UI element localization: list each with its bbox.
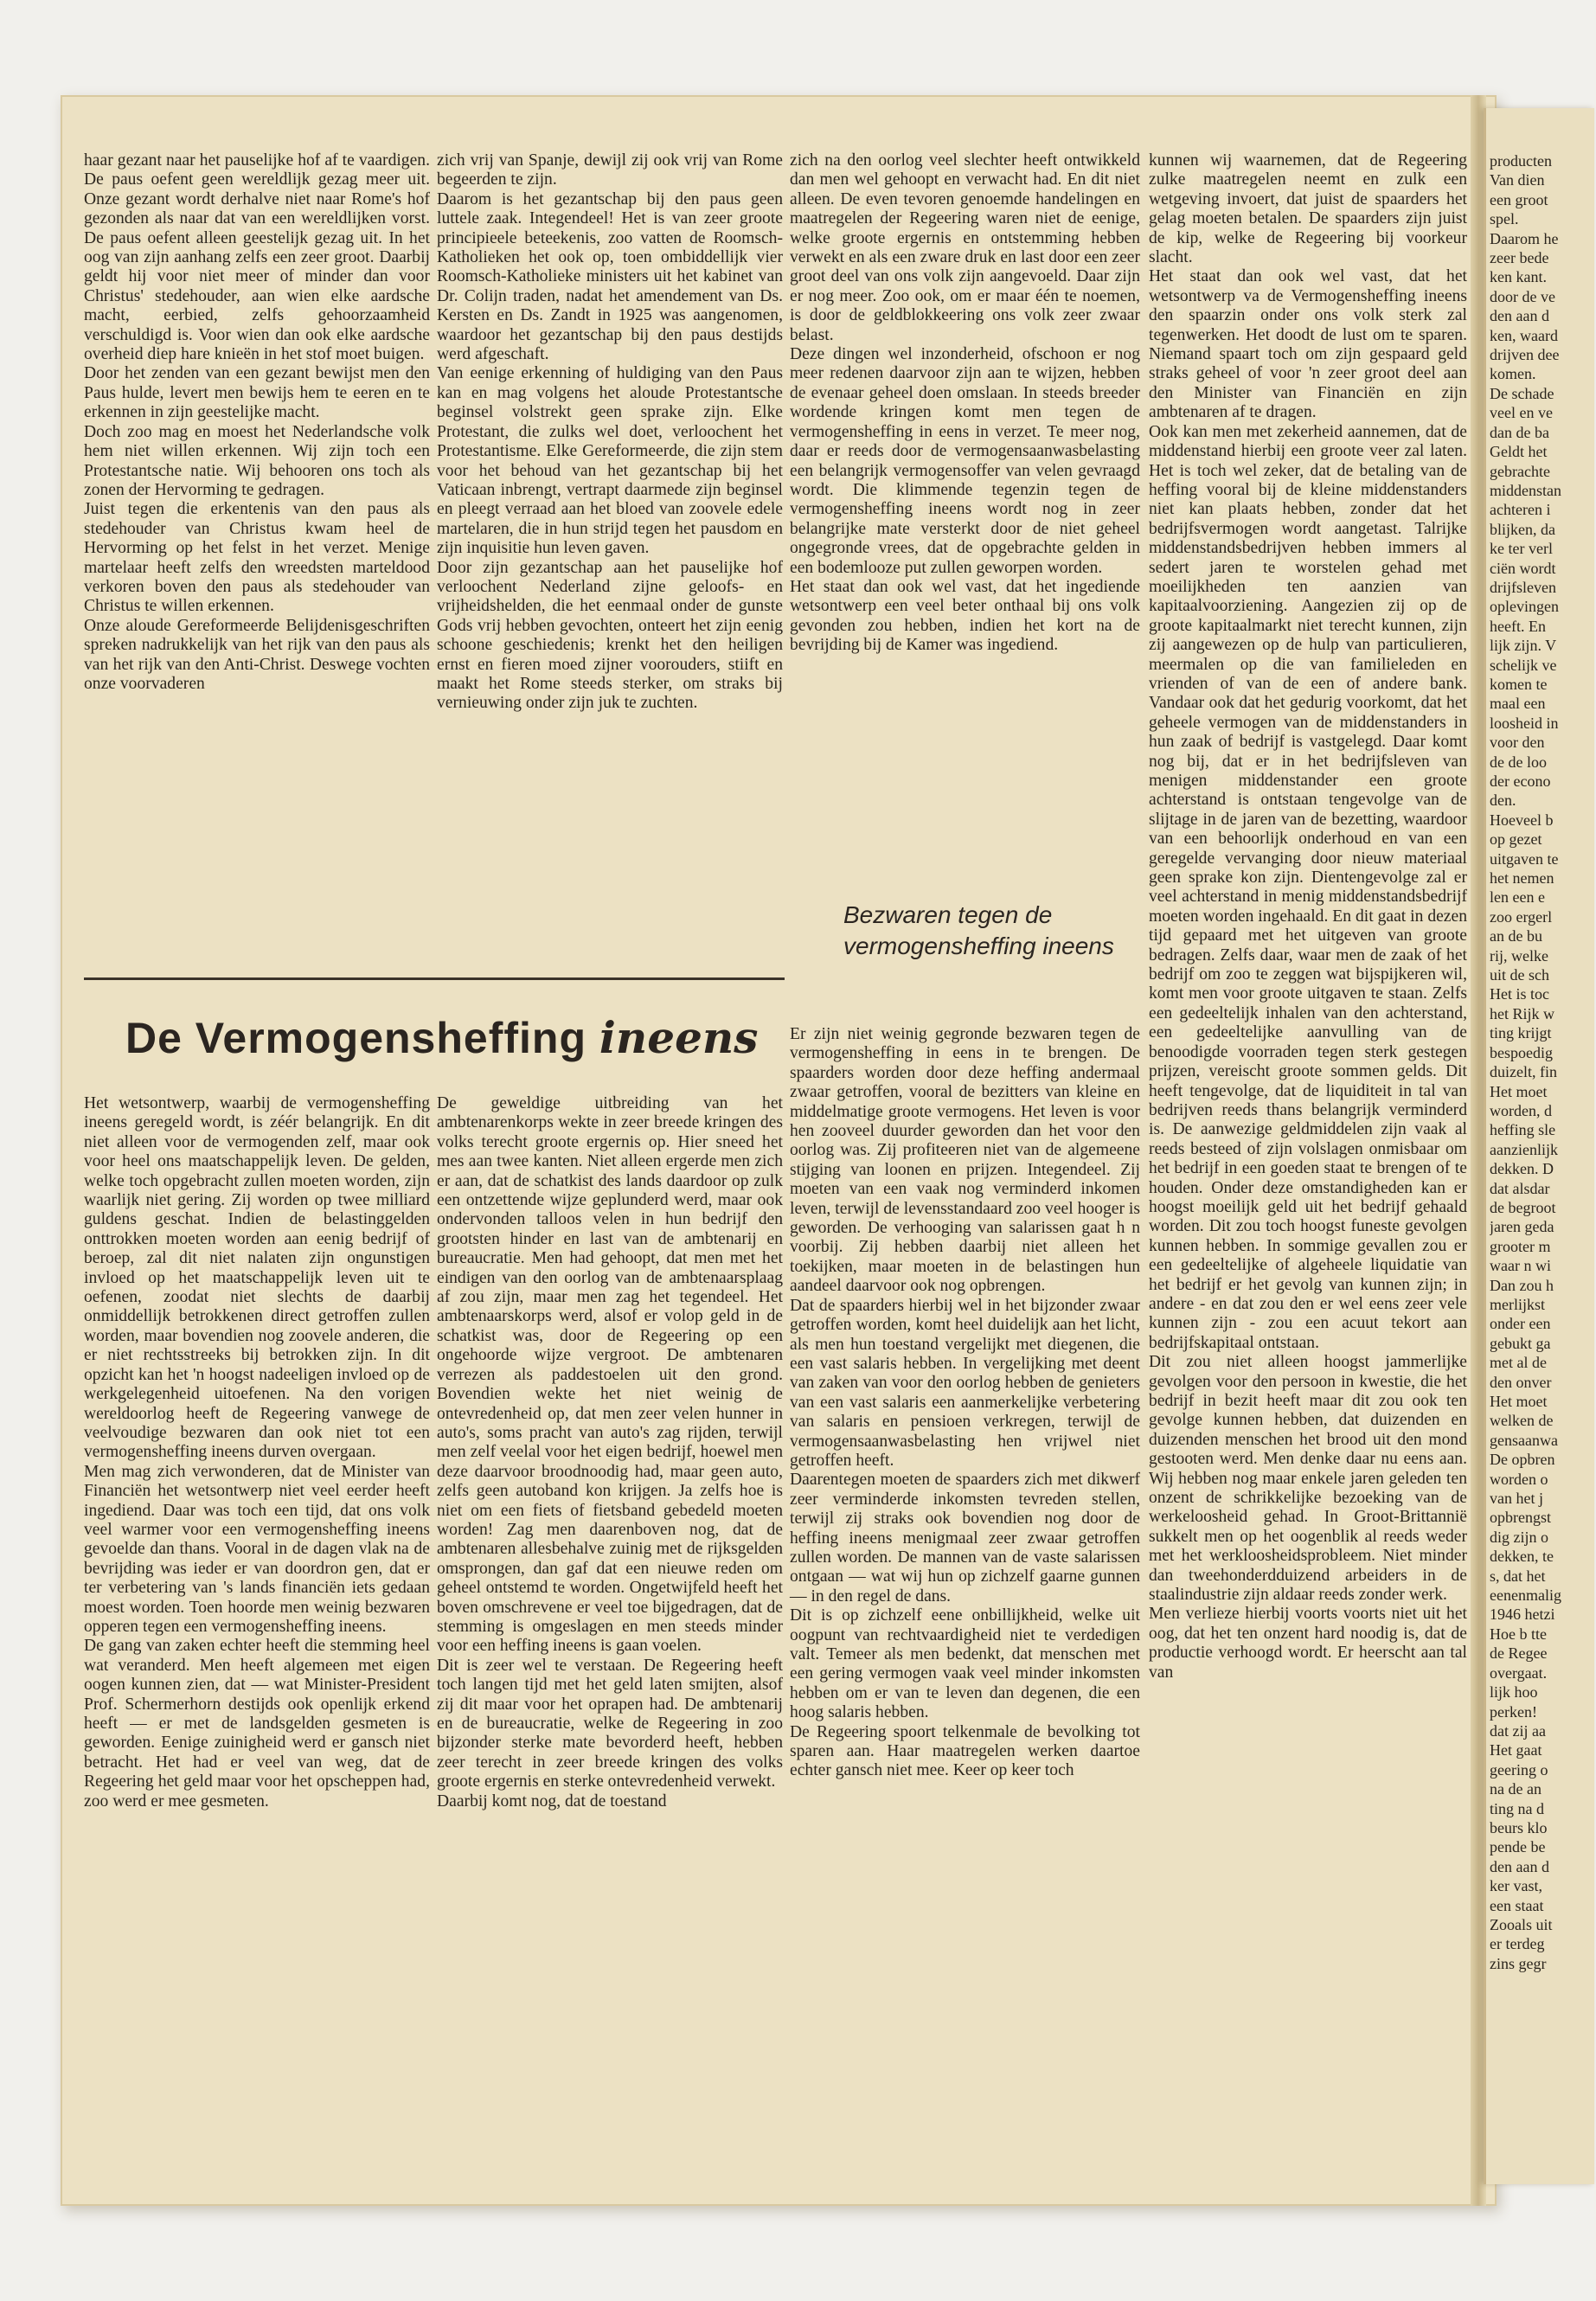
clipped-line: beurs klo — [1490, 1818, 1548, 1836]
clipped-line: ting krijgt — [1490, 1024, 1552, 1042]
clipped-line: ke ter verl — [1490, 540, 1553, 558]
clipped-line: worden o — [1490, 1470, 1548, 1488]
clipped-line: gebrachte — [1490, 462, 1550, 480]
clipped-line: De schade — [1490, 384, 1554, 402]
clipped-line: heffing sle — [1490, 1121, 1556, 1139]
clipped-line: spel. — [1490, 210, 1519, 228]
clipped-line: gensaanwa — [1490, 1431, 1558, 1449]
paragraph: Men mag zich verwonderen, dat de Minister van Financiën het wetsontwerp niet veel eerder heeft ingediend. Daar was toch een tijd, dat ons volk veel warmer voor een vermogensheffing ineens gevoelde dan thans. Vooral in de dagen vlak na de bevrijding was ieder er van doordron gen, dat er ter verbetering van 's lands financiën iets gedaan moest worden. Toen hoorde men weinig bezwaren opperen tegen een vermogensheffing ineens. — [84, 1462, 430, 1636]
clipped-line: De opbren — [1490, 1451, 1555, 1469]
clipped-line: Het is toc — [1490, 985, 1549, 1003]
clipped-line: drijfsleven — [1490, 578, 1556, 596]
clipped-line: dig zijn o — [1490, 1528, 1548, 1546]
clipped-line: aanzienlijk — [1490, 1140, 1558, 1158]
clipped-line: er terdeg — [1490, 1935, 1545, 1953]
clipped-line: grooter m — [1490, 1237, 1551, 1255]
column-3-bottom — [790, 1025, 1140, 1781]
paragraph: Het wetsontwerp, waarbij de vermogensheffing ineens geregeld wordt, is zéér belangrijk. En dit niet alleen voor de vermogenden zelf, maar ook voor heel ons maatschappelijk leven. De gelden, welke toch opgebracht zullen moeten worden, zijn waarlijk niet gering. Zij worden op twee milliard guldens geschat. Indien de belastinggelden onttrokken moeten worden aan eenig bedrijf of beroep, zal dit niet nalaten zijn ongunstigen invloed op het maatschappelijk leven uit te oefenen, zoodat niet slechts de daarbij onmiddellijk betrokkenen direct getroffen zullen worden, maar bovendien nog zoovele anderen, die er niet rechtsstreeks bij betrokken zijn. In dit opzicht kan het 'n hoogst nadeeligen invloed op de werkgelegenheid uitoefenen. Na den vorigen wereldoorlog heeft de Regeering vanwege de veelvoudige bezwaren dan ook niet tot een vermogensheffing ineens durven overgaan. — [84, 1094, 430, 1462]
clipped-line: Zooals uit — [1490, 1915, 1553, 1933]
clipped-line: onder een — [1490, 1315, 1551, 1333]
clipped-line: Het gaat — [1490, 1741, 1542, 1759]
clipped-line: Dan zou h — [1490, 1276, 1554, 1294]
headline-script: ineens — [599, 1012, 759, 1063]
clipped-line: komen te — [1490, 675, 1548, 693]
column-5-clipped — [1490, 151, 1589, 1973]
clipped-line: den. — [1490, 792, 1516, 810]
paragraph: zich na den oorlog veel slechter heeft ontwikkeld dan men wel gehoopt en verwacht had. En dit niet alleen. De even tevoren genoemde handelingen en maatregelen der Regeering waren niet de eenige, welke groote ergernis en ontstemming hebben verwekt en als een zware druk en last door een zeer groot deel van ons volk zijn aangevoeld. Daar zijn er nog meer. Zoo ook, om er maar één te noemen, is door de geldblokkeering ons volk zeer zwaar belast. — [790, 151, 1140, 344]
paragraph: haar gezant naar het pauselijke hof af te vaardigen. De paus oefent geen wereldlijk gezag meer uit. Onze gezant wordt derhalve niet naar Rome's hof gezonden als naar dat van een wereldlijken vorst. De paus oefent alleen geestelijk gezag uit. In het oog van zijn aanhang zelfs een zeer groot. Daarbij geldt hij voor niet meer of minder dan voor Christus' stedehouder, aan wien elke aardsche macht, eerbied, zelfs gehoorzaamheid verschuldigd is. Voor wien dan ook elke aardsche overheid diep hare knieën in het stof moet buigen. — [84, 151, 430, 364]
clipped-line: van het j — [1490, 1490, 1543, 1508]
clipped-line: ker vast, — [1490, 1877, 1542, 1895]
clipped-line: door de ve — [1490, 287, 1555, 305]
clipped-line: ting na d — [1490, 1799, 1544, 1817]
clipped-line: s, dat het — [1490, 1567, 1546, 1585]
paragraph: Dit zou niet alleen hoogst jammerlijke gevolgen voor den persoon in kwestie, die het bedrijf in bezit heeft maar dit zou ook ten gevolge kunnen hebben, dat duizenden en duizenden menschen het brood uit den mond gestooten werd. Men denke daar nu eens aan. Wij hebben nog maar enkele jaren geleden ten onzent de schrikkelijke bezoeking van de werkeloosheid gehad. In Groot-Brittannië sukkelt men op het oogenblik al reeds weder met het werkloosheidsprobleem. Niet minder dan tweehonderdduizend arbeiders in de staalindustrie zijn aldaar reeds zonder werk. — [1149, 1353, 1467, 1605]
paragraph: kunnen wij waarnemen, dat de Regeering zulke maatregelen neemt en zulk een wetgeving invoert, dat juist de spaarders het gelag moeten betalen. De spaarders zijn juist de kip, welke de Regeering bij voorkeur slacht. — [1149, 151, 1467, 267]
paragraph: Door zijn gezantschap aan het pauselijke hof verloochent Nederland zijne geloofs- en vrijheidshelden, die het eenmaal onder de gunste Gods vrij hebben gevochten, onteert het zijn eenig schoone geschiedenis; krenkt het den heiligen ernst en fieren moed zijner voorouders, stiift en maakt het Rome steeds sterker, om straks bij vernieuwing onder zijn juk te zuchten. — [437, 558, 783, 713]
paragraph: Het staat dan ook wel vast, dat het wetsontwerp va de Vermogensheffing ineens den spaarzin onder ons volk sterk zal tegenwerken. Het doodt de lust om te sparen. Niemand spaart toch om zijn gespaard geld straks geheel of voor 'n zeer groot deel aan den Minister van Financiën en zijn ambtenaren af te dragen. — [1149, 267, 1467, 422]
clipped-line: den aan d — [1490, 1857, 1549, 1875]
clipped-line: voor den — [1490, 734, 1545, 752]
clipped-line: welken de — [1490, 1412, 1554, 1430]
clipped-line: ken, waard — [1490, 326, 1558, 344]
clipped-line: ciën wordt — [1490, 559, 1556, 577]
clipped-line: maal een — [1490, 695, 1546, 713]
clipped-line: loosheid in — [1490, 714, 1559, 732]
paragraph: De Regeering spoort telkenmale de bevolking tot sparen aan. Haar maatregelen werken daartoe echter gansch niet mee. Keer op keer toch — [790, 1722, 1140, 1780]
clipped-line: achteren i — [1490, 501, 1551, 519]
paragraph: Daarom is het gezantschap bij den paus geen luttele zaak. Integendeel! Het is van zeer groote principieele beteekenis, zoo vatten de Roomsch-Katholieken het ook op, toen ombiddellijk vier Roomsch-Katholieke ministers uit het kabinet van Dr. Colijn traden, nadat het amendement van Ds. Kersten en Ds. Zandt in 1925 was aangenomen, waardoor het gezantschap bij den paus destijds werd afgeschaft. — [437, 189, 783, 364]
column-4 — [1149, 151, 1467, 1682]
clipped-line: eenenmalig — [1490, 1586, 1561, 1605]
clipped-line: zoo ergerl — [1490, 907, 1553, 926]
clipped-line: zins gegr — [1490, 1954, 1547, 1972]
clipped-line: der econo — [1490, 772, 1551, 790]
clipped-line: dan de ba — [1490, 423, 1549, 441]
subheading: Bezwaren tegen de vermogensheffing ineens — [843, 901, 1114, 959]
section-divider — [84, 977, 785, 980]
clipped-line: heeft. En — [1490, 617, 1546, 635]
article1-column-2 — [437, 151, 783, 714]
paragraph: Het staat dan ook wel vast, dat het ingediende wetsontwerp een veel beter onthaal bij ons volk gevonden zou hebben, indien het kort na de bevrijding bij de Kamer was ingediend. — [790, 577, 1140, 655]
clipped-line: drijven dee — [1490, 346, 1560, 364]
paragraph: Doch zoo mag en moest het Nederlandsche volk hem niet willen erkennen. Wij zijn toch een Protestantsche natie. Wij behooren ons toch als zonen der Hervorming te gedragen. — [84, 422, 430, 499]
clipped-line: perken! — [1490, 1702, 1537, 1721]
clipped-line: komen. — [1490, 365, 1536, 383]
clipped-line: Het moet — [1490, 1082, 1548, 1100]
clipped-line: Hoe b tte — [1490, 1625, 1547, 1643]
clipped-line: op gezet — [1490, 830, 1542, 849]
paragraph: Er zijn niet weinig gegronde bezwaren tegen de vermogensheffing in eens in te brengen. De spaarders worden door deze heffing andermaal zwaar getroffen, vooral de bezitters van kleine en middelmatige groote vermogens. Het leven is voor hen zooveel duurder geworden dan het voor den oorlog was. Zij profiteeren niet van de algemeene stijging van loonen en prijzen. Integendeel. Zij moeten van een vaak nog verminderd inkomen leven, terwijl de levensstandaard zoo veel hooger is geworden. De verhooging van salarissen gaat h n voorbij. Zij hebben daarbij niet alleen het toekijken, maar moeten in de belastingen hun aandeel daarvoor ook nog opbrengen. — [790, 1025, 1140, 1296]
clipped-line: lijk hoo — [1490, 1683, 1538, 1702]
clipped-line: waar n wi — [1490, 1257, 1551, 1275]
clipped-line: lijk zijn. V — [1490, 637, 1557, 655]
clipped-line: merlijkst — [1490, 1295, 1545, 1313]
paragraph: Ook kan men met zekerheid aannemen, dat de middenstand hierbij een groote veer zal laten. Het is toch wel zeker, dat de betaling van de heffing vooral bij de kleine middenstanders niet kan plaats hebben, zonder dat het bedrijfsvermogen wordt aangetast. Talrijke middenstandsbedrijven hebben immers al sedert jaren te worstelen gehad met moeilijkheden ten aanzien van kapitaalvoorziening. Aangezien zij op de groote kapitaalmarkt niet terecht kunnen, zijn zij aangewezen op de hulp van particulieren, meermalen op die van familieleden en vrienden of van de een of andere bank. Vandaar ook dat het gedurig voorkomt, dat het geheele vermogen van de middenstanders in hun zaak of bedrijf is vastgelegd. Daar komt nog bij, dat er in het bedrijfsleven van menigen middenstander een groote achterstand is ontstaan tengevolge van de slijtage in de jaren van de bezetting, waardoor van een behoorlijk onderhoud en van een geregelde vervanging door nieuw materiaal geen sprake kon zijn. Dientengevolge zal er veel achterstand in menig middenstandsbedrijf moeten worden ingehaald. En dit gaat in dezen tijd gepaard met het uitgeven van groote bedragen. Zelfs daar, waar men de zaak of het bedrijf om zoo te zeggen wat bijspijkeren wil, komt men voor groote uitgaven te staan. Zelfs een gedeeltelijk inhalen van den achterstand, een gedeeltelijke aanvulling van de benoodigde voorraden tegen sterk gestegen prijzen, vereischt groote sommen gelds. Dit heeft tengevolge, dat de liquiditeit in tal van bedrijven reeds thans belangrijk verminderd is. De aanwezige geldmiddelen zijn vaak al reeds besteed of zijn volslagen onmisbaar om het bedrijf in een goeden staat te brengen of te houden. Onder deze omstandigheden kan er hoogst moeilijk geld uit het bedrijf gehaald worden. Dit zou toch hoogst funeste gevolgen kunnen hebben. In sommige gevallen zou er een gedeeltelijke of algeheele liquidatie van het bedrijf er het gevolg van kunnen zijn; in andere - en dat zou den er wel eens zeer vele kunnen zijn - zou een acuut tekort aan bedrijfskapitaal ontstaan. — [1149, 422, 1467, 1352]
clipped-line: dat zij aa — [1490, 1721, 1546, 1740]
paragraph: Dat de spaarders hierbij wel in het bijzonder zwaar getroffen worden, komt heel duidelijk aan het licht, als men hun toestand vergelijkt met diegenen, die een vast salaris hebben. In vergelijking met deent van zaken van voor den oorlog hebben de genieters van een vast salaris een aanmerkelijke verbetering van salaris en pensioen verkregen, terwijl de vermogensaanwasbelasting hen vrijwel niet getroffen heeft. — [790, 1296, 1140, 1470]
paragraph: Dit is zeer wel te verstaan. De Regeering heeft toch langen tijd met het geld laten smijten, alsof zij dit maar voor het oprapen had. De ambtenarij en de bureaucratie, welke de Regeering in zoo bijzonder sterke mate bevorderd heeft, hebben zeer terecht in zeer breede kringen des volks groote ergernis en sterke ontevredenheid verwekt. — [437, 1656, 783, 1791]
paragraph: zich vrij van Spanje, dewijl zij ook vrij van Rome begeerden te zijn. — [437, 151, 783, 189]
clipped-line: jaren geda — [1490, 1218, 1554, 1236]
clipped-line: len een e — [1490, 888, 1545, 907]
paragraph: Door het zenden van een gezant bewijst men den Paus hulde, levert men bewijs hem te eeren en te erkennen in zijn geestelijke macht. — [84, 364, 430, 422]
paragraph: Dit is op zichzelf eene onbillijkheid, welke uit oogpunt van rechtvaardigheid niet te verdedigen valt. Temeer als men bedenkt, dat menschen met een gering vermogen vaak veel minder inkomsten hebben om er van te leven dan degenen, die een hoog salaris hebben. — [790, 1606, 1140, 1722]
paragraph: Juist tegen die erkentenis van den paus als stedehouder van Christus kwam heel de Hervorming op het felst in het verzet. Menige martelaar heeft zelfs den wreedsten marteldood verkoren boven den paus als stedehouder van Christus te willen erkennen. — [84, 500, 430, 616]
clipped-line: na de an — [1490, 1780, 1542, 1798]
clipped-line: Geldt het — [1490, 443, 1548, 461]
clipped-line: de de loo — [1490, 753, 1547, 771]
clipped-line: het Rijk w — [1490, 1004, 1554, 1022]
paragraph: Onze aloude Gereformeerde Belijdenisgeschriften spreken nadrukkelijk van het rijk van den paus als van het rijk van den Anti-Christ. Deswege vochten onze voorvaderen — [84, 616, 430, 693]
clipped-line: het nemen — [1490, 869, 1554, 888]
clipped-line: uitgaven te — [1490, 849, 1559, 868]
clipped-line: oplevingen — [1490, 598, 1559, 616]
clipped-line: den onver — [1490, 1373, 1552, 1391]
clipped-line: bespoedig — [1490, 1043, 1553, 1061]
clipped-line: de Regee — [1490, 1644, 1548, 1663]
clipped-line: de begroot — [1490, 1198, 1556, 1216]
clipped-line: dekken, te — [1490, 1548, 1554, 1566]
clipped-line: veel en ve — [1490, 404, 1553, 422]
paragraph: De geweldige uitbreiding van het ambtenarenkorps wekte in zeer breede kringen des volks terecht groote ergernis op. Hier sneed het mes aan twee kanten. Niet alleen ergerde men zich er aan, dat de schatkist des lands daardoor op zulk een ontzettende wijze geplunderd werd, maar ook ondervonden talloos velen in hun bedrijf den grootsten hinder en last van de ambtenarij en bureaucratie. Men had gehoopt, dat men met het eindigen van den oorlog van de ambtenaarsplaag af zou zijn, maar men zag het tegendeel. Het ambtenaarskorps werd, alsof er volop geld in de schatkist was, door de Regeering op een ongehoorde wijze vergroot. De ambtenaren verrezen als paddestoelen uit den grond. Bovendien wekte het niet weinig de ontevredenheid op, dat men zeer velen hunner in auto's, soms pracht van auto's zag rijden, terwijl men zelf veelal voor het eigen bedrijf, hoewel men deze daarvoor broodnoodig had, maar geen auto, zelfs geen autoband kon krijgen. Ja zelfs hoe is niet om een fiets of fietsband gebedeld moeten worden! Zag men daarenboven nog, dat de ambtenaren allesbehalve zuinig met de rijksgelden omsprongen, dan gaf dat een nieuwe reden om geheel ontstemd te worden. Ongetwijfeld heeft het boven omschrevene er veel toe bijgedragen, dat de stemming is omgeslagen en men steeds minder voor een heffing ineens is gaan voelen. — [437, 1094, 783, 1656]
clipped-line: uit de sch — [1490, 966, 1549, 984]
paragraph: De gang van zaken echter heeft die stemming heel wat veranderd. Men heeft algemeen met eigen oogen kunnen zien, dat — wat Minister-President Prof. Schermerhorn destijds ook openlijk erkend heeft — er met de landsgelden gesmeten is geworden. Eenige zuinigheid werd er gansch niet betracht. Het had er veel van weg, dat de Regeering het geld maar voor het opscheppen had, zoo werd er mee gesmeten. — [84, 1637, 430, 1811]
clipped-line: pende be — [1490, 1838, 1546, 1856]
clipped-line: 1946 hetzi — [1490, 1606, 1555, 1624]
clipped-line: Van dien — [1490, 171, 1545, 189]
clipped-line: een groot — [1490, 190, 1548, 208]
clipped-line: zeer bede — [1490, 249, 1549, 267]
article2-column-1 — [84, 1094, 430, 1811]
clipped-line: middenstan — [1490, 481, 1561, 499]
clipped-line: opbrengst — [1490, 1509, 1551, 1527]
clipped-line: worden, d — [1490, 1101, 1552, 1119]
paragraph: Deze dingen wel inzonderheid, ofschoon er nog meer redenen daarvoor zijn aan te wijzen, hebben de evenaar geheel doen omslaan. In steeds breeder wordende kringen komt men tegen de vermogensheffing in eens in verzet. Te meer nog, daar er reeds door de vermogensaanwasbelasting een belangrijk vermogensoffer van velen gevraagd wordt. Die klimmende tegenzin tegen de vermogensheffing ineens wordt nog in zeer belangrijke mate versterkt door de niet geheel ongegronde vrees, dat de opgebrachte gelden in een bodemlooze put zullen geworpen worden. — [790, 345, 1140, 577]
clipped-line: overgaat. — [1490, 1663, 1548, 1682]
clipped-line: ken kant. — [1490, 268, 1547, 286]
clipped-line: gebukt ga — [1490, 1334, 1551, 1352]
article-headline — [125, 1012, 758, 1063]
clipped-line: producten — [1490, 152, 1552, 170]
clipped-line: dat alsdar — [1490, 1179, 1550, 1197]
clipped-line: een staat — [1490, 1896, 1544, 1914]
clipped-line: rij, welke — [1490, 946, 1548, 965]
paragraph: Men verlieze hierbij voorts voorts niet uit het oog, dat het ten onzent hard noodig is, dat de productie verhoogd wordt. Er heerscht aan tal van — [1149, 1605, 1467, 1682]
column-3-top — [790, 151, 1140, 656]
article2-column-2 — [437, 1094, 783, 1811]
article1-column-1 — [84, 151, 430, 694]
clipped-line: schelijk ve — [1490, 656, 1557, 674]
clipped-line: Het moet — [1490, 1393, 1548, 1410]
clipped-line: duizelt, fin — [1490, 1063, 1557, 1081]
paragraph: Van eenige erkenning of huldiging van den Paus kan en mag volgens het aloude Protestantsche beginsel volstrekt geen sprake zijn. Elke Protestant, die zulks wel doet, verloochent het Protestantisme. Elke Gereformeerde, die zijn stem voor het behoud van het gezantschap bij het Vaticaan inbrengt, vertrapt daarmede zijn beginsel en pleegt verraad aan het bloed van zoovele edele martelaren, die in hun strijd tegen het pausdom en zijn inquisitie hun leven gaven. — [437, 364, 783, 558]
clipped-line: Daarom he — [1490, 229, 1559, 247]
clipped-line: Hoeveel b — [1490, 811, 1554, 829]
clipped-line: blijken, da — [1490, 520, 1555, 538]
clipped-line: an de bu — [1490, 927, 1542, 945]
clipped-line: geering o — [1490, 1760, 1548, 1779]
headline-main: De Vermogensheffing — [125, 1014, 586, 1062]
clipped-line: den aan d — [1490, 307, 1549, 325]
clipped-line: dekken. D — [1490, 1160, 1554, 1178]
paragraph: Daarbij komt nog, dat de toestand — [437, 1791, 667, 1811]
clipped-line: met al de — [1490, 1354, 1547, 1372]
paragraph: Daarentegen moeten de spaarders zich met dikwerf zeer verminderde inkomsten tevreden stellen, terwijl zij straks ook bovendien nog door de heffing ineens menigmaal zeer zwaar getroffen zullen worden. De mannen van de vaste salarissen ontgaan — wat wij hun op zichzelf gaarne gunnen — in den regel de dans. — [790, 1471, 1140, 1606]
